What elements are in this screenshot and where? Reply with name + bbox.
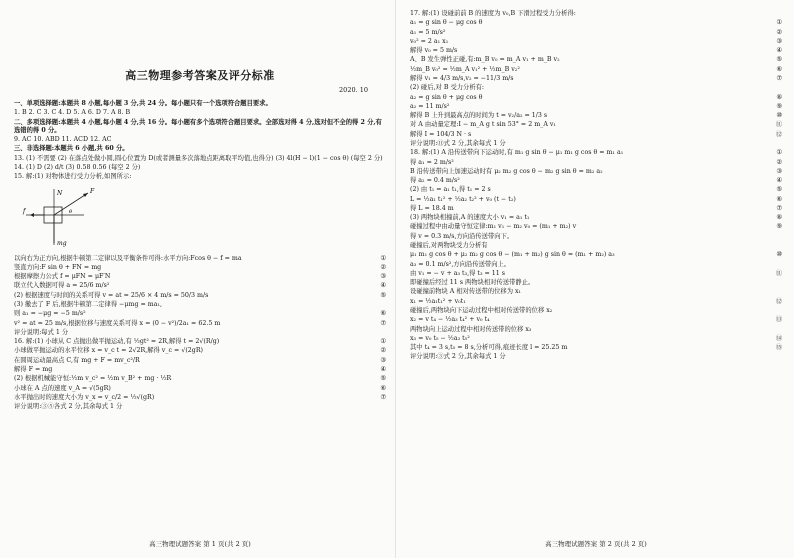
- solution-text: 解得 F = mg: [14, 366, 53, 373]
- solution-line: [14, 310, 386, 318]
- solution-line: [410, 307, 782, 315]
- equation-number: ⑧: [776, 214, 782, 222]
- solution-line: [410, 56, 782, 64]
- solution-text: 得 L = 18.4 m: [410, 204, 454, 212]
- solution-line: [14, 329, 386, 337]
- equation-number: ⑤: [776, 56, 782, 64]
- equation-number: ⑫: [775, 130, 782, 138]
- solution-text: 解得 v₁ = 4/3 m/s,v₂ = −11/3 m/s: [410, 74, 514, 82]
- solution-line: [410, 233, 782, 241]
- solution-line: [410, 279, 782, 287]
- solution-line: [410, 66, 782, 74]
- solution-line: [14, 394, 386, 402]
- solution-line: [410, 177, 782, 185]
- solution-text: 评分说明:每式 1 分: [14, 328, 69, 336]
- equation-number: ④: [380, 282, 386, 290]
- solution-text: x₂ = v t₄ − ½a₃ t₄² + v₀ t₄: [410, 316, 490, 324]
- equation-number: ⑮: [775, 344, 782, 352]
- solution-line: [410, 47, 782, 55]
- force-f-arrowhead: [83, 193, 88, 197]
- solution-text: 根据摩擦力公式 f = μFN = μF′N: [14, 273, 111, 281]
- solution-text: μ₁ m₁ g cos θ + μ₂ m₂ g cos θ − (m₁ + m₂) g sin θ = (m₁ + m₂) a₃: [410, 251, 615, 259]
- section-2-answers: 9. AC 10. ABD 11. ACD 12. AC: [14, 136, 112, 144]
- solution-text: 17. 解:(1) 设碰前前 B 的速度为 v₀,B 下滑过程受力分析得:: [410, 10, 576, 17]
- solution-text: x₃ = v₀ t₅ − ½a₃ t₅²: [410, 334, 470, 342]
- solution-line: [14, 282, 386, 290]
- equation-number: ⑥: [380, 310, 386, 318]
- equation-number: ⑩: [776, 112, 782, 120]
- solution-line: [410, 196, 782, 204]
- solution-line: [14, 338, 386, 346]
- solution-text: 则 a₁ = −μg = −5 m/s²: [14, 310, 86, 318]
- equation-number: ⑧: [776, 93, 782, 101]
- solution-line: [410, 353, 782, 361]
- solution-text: L = ½a₁ t₁² + ½a₂ t₂² + v₀ (t − t₂): [410, 195, 516, 203]
- solution-text: 碰撞后,两物块向下运动过程中相对传送带的位移 x₂: [410, 307, 553, 314]
- equation-number: ⑦: [380, 319, 386, 327]
- solution-text: 竖直方向:F sin θ + FN = mg: [14, 263, 102, 271]
- page-gutter: [395, 0, 396, 558]
- solution-line: [14, 375, 386, 383]
- label-force: F: [90, 187, 95, 195]
- solution-line: [410, 344, 782, 352]
- equation-number: ④: [776, 47, 782, 55]
- solution-line: [410, 261, 782, 269]
- question-17-solution: [410, 10, 782, 148]
- label-theta: θ: [69, 208, 73, 215]
- solution-line: [410, 19, 782, 27]
- solution-line: [410, 131, 782, 139]
- solution-text: (3) 两物块相撞前,A 的速度大小 v₁ = a₁ t₁: [410, 214, 530, 222]
- solution-text: A、B 发生弹性正碰,有:m_B v₀ = m_A v₁ + m_B v₂: [410, 56, 560, 64]
- equation-number: ⑤: [776, 186, 782, 194]
- solution-text: 解得 I = 104/3 N · s: [410, 130, 472, 138]
- solution-line: [14, 347, 386, 355]
- question-16-solution: [14, 338, 386, 411]
- solution-line: [14, 301, 386, 309]
- solution-text: 解得 v₀ = 5 m/s: [410, 47, 458, 55]
- solution-line: [410, 140, 782, 148]
- solution-line: [410, 223, 782, 231]
- equation-number: ②: [380, 347, 386, 355]
- label-mg: mg: [57, 239, 67, 247]
- equation-number: ⑪: [775, 121, 782, 129]
- solution-text: 碰撞后,对两物块受力分析有: [410, 242, 488, 250]
- solution-text: 即碰撞后经过 11 s 两物块相对传送带静止。: [410, 279, 535, 287]
- equation-number: ⑦: [776, 204, 782, 212]
- solution-text: 评分说明:③⑤各式 2 分,其余每式 1 分: [14, 403, 123, 411]
- question-13-answer: 13. (1) 不需要 (2) 在落点处做小圆,圆心位置为 D(或者测量多次落地点距离取平均值,也得分) (3) 4l(H − l)(1 − cos θ) (每空 2 分): [14, 154, 383, 162]
- question-18-solution: [410, 149, 782, 361]
- section-3-header: 三、非选择题:本题共 6 小题,共 60 分。: [14, 145, 129, 153]
- solution-text: (2) 根据机械能守恒:½m v_c² = ½m v_B² + mg · ½R: [14, 375, 172, 383]
- solution-text: 其中 t₄ = 3 s,t₅ = 8 s,分析可得,痕迹长度 l = 25.25 m: [410, 344, 568, 352]
- solution-text: v₀² = 2 a₁ x₁: [410, 37, 449, 45]
- solution-line: [410, 214, 782, 222]
- solution-line: [410, 112, 782, 120]
- equation-number: ③: [380, 356, 386, 364]
- solution-line: [410, 288, 782, 296]
- solution-line: [410, 29, 782, 37]
- solution-text: 小球做平抛运动的水平位移 x = v_c t = 2√2R,解得 v_c = √(2gR): [14, 347, 204, 355]
- solution-text: ½m_B v₀² = ½m_A v₁² + ½m_B v₂²: [410, 65, 520, 73]
- solution-text: a₁ = g sin θ − μg cos θ: [410, 19, 483, 27]
- solution-line: [410, 94, 782, 102]
- solution-text: 联立代入数据可得 a = 25/6 m/s²: [14, 282, 110, 290]
- solution-text: a₁ = 5 m/s²: [410, 28, 446, 36]
- solution-line: [14, 357, 386, 365]
- equation-number: ⑤: [380, 375, 386, 383]
- equation-number: ⑫: [775, 297, 782, 305]
- solution-line: [410, 242, 782, 250]
- solution-line: [410, 205, 782, 213]
- equation-number: ③: [380, 273, 386, 281]
- equation-number: ⑪: [775, 269, 782, 277]
- solution-text: 得 v = 0.3 m/s,方向沿传送带向下。: [410, 232, 514, 240]
- solution-text: (2) 根据速度与时间的关系可得 v = at = 25/6 × 4 m/s = 50/3 m/s: [14, 291, 209, 299]
- solution-text: 两物块向上运动过程中相对传送带的位移 x₃: [410, 325, 532, 333]
- equation-number: ⑥: [380, 384, 386, 392]
- solution-line: [410, 335, 782, 343]
- question-14-answer: 14. (1) D (2) d/t (3) 0.58 0.56 (每空 2 分): [14, 163, 141, 171]
- solution-line: [410, 103, 782, 111]
- solution-text: 得 a₁ = 2 m/s²: [410, 158, 454, 166]
- equation-number: ⑨: [776, 223, 782, 231]
- equation-number: ④: [776, 177, 782, 185]
- equation-number: ⑦: [380, 393, 386, 401]
- solution-line: [410, 326, 782, 334]
- solution-line: [14, 320, 386, 328]
- solution-line: [410, 186, 782, 194]
- solution-text: 评分说明:⑪式 2 分,其余每式 1 分: [410, 139, 506, 147]
- section-2-header: 二、多项选择题:本题共 4 小题,每小题 4 分,共 16 分。每小题有多个选项符合题目要求。全部选对得 4 分,选对但不全的得 2 分,有选错的得 0 分。: [14, 118, 382, 134]
- equation-number: ⑤: [380, 291, 386, 299]
- solution-text: 18. 解:(1) A 沿传送带向下运动时,有 m₁ g sin θ − μ₁ m₁ g cos θ = m₁ a₁: [410, 149, 624, 157]
- solution-text: 设碰撞前物块 A 相对传送带的位移为 x₁: [410, 288, 522, 296]
- equation-number: ⑭: [775, 334, 782, 342]
- equation-number: ②: [380, 263, 386, 271]
- solution-text: 由 v₁ = − v + a₃ t₃,得 t₃ = 11 s: [410, 269, 505, 277]
- equation-number: ⑬: [775, 316, 782, 324]
- equation-number: ⑥: [776, 195, 782, 203]
- equation-number: ③: [776, 37, 782, 45]
- solution-line: [410, 168, 782, 176]
- solution-line: [14, 292, 386, 300]
- equation-number: ①: [380, 338, 386, 346]
- solution-line: [410, 84, 782, 92]
- solution-text: v² = at = 25 m/s,根据位移与速度关系可得 x = (0 − v²)/2a₁ = 62.5 m: [14, 319, 221, 327]
- page-2-footer: 高三物理试题答案 第 2 页(共 2 页): [545, 539, 647, 548]
- equation-number: ⑦: [776, 74, 782, 82]
- solution-text: (2) 碰后,对 B 受力分析有:: [410, 84, 485, 92]
- solution-text: 在圆周运动最高点 C,有 mg + F = mv_c²/R: [14, 356, 140, 364]
- equation-number: ①: [776, 19, 782, 27]
- solution-text: 得 a₂ = 0.4 m/s²: [410, 177, 460, 185]
- solution-text: 对 A 由动量定理:I − m_A g t sin 53° = 2 m_A v₁: [410, 121, 556, 129]
- solution-line: [14, 403, 386, 411]
- solution-text: 小球在 A 点的速度 v_A = √(5gR): [14, 384, 111, 392]
- solution-text: 解得 B 上升到最高点的时间为 t = v₂/a₂ = 1/3 s: [410, 112, 548, 120]
- solution-text: 水平抛出时的速度大小为 v_x = v_c/2 = ½√(gR): [14, 393, 155, 401]
- page-1-footer: 高三物理试题答案 第 1 页(共 2 页): [149, 539, 251, 548]
- solution-line: [410, 121, 782, 129]
- document-title: 高三物理参考答案及评分标准: [125, 69, 275, 82]
- solution-line: [410, 38, 782, 46]
- friction-arrowhead: [30, 213, 34, 217]
- solution-text: a₃ = 0.1 m/s²,方向沿传送带向上。: [410, 260, 511, 268]
- document-date: 2020. 10: [339, 86, 368, 95]
- solution-line: [410, 298, 782, 306]
- solution-text: B 沿传送带向上加速运动时有 μ₂ m₂ g cos θ − m₂ g sin θ = m₂ a₂: [410, 167, 603, 175]
- equation-number: ②: [776, 158, 782, 166]
- label-f: f: [23, 207, 26, 215]
- solution-line: [14, 273, 386, 281]
- solution-line: [410, 75, 782, 83]
- solution-text: 评分说明:③式 2 分,其余每式 1 分: [410, 353, 506, 361]
- equation-number: ⑨: [776, 102, 782, 110]
- solution-line: [410, 159, 782, 167]
- solution-text: (3) 撤去了 F 后,根据牛顿第二定律得 −μmg = ma₁,: [14, 301, 163, 309]
- section-1-answers: 1. B 2. C 3. C 4. D 5. A 6. D 7. A 8. B: [14, 109, 131, 117]
- equation-number: ⑩: [776, 251, 782, 259]
- solution-text: a₂ = g sin θ + μg cos θ: [410, 93, 483, 101]
- solution-line: [410, 251, 782, 259]
- solution-line: [14, 366, 386, 374]
- solution-line: [14, 264, 386, 272]
- solution-text: a₂ = 11 m/s²: [410, 102, 450, 110]
- solution-text: (2) 由 t₁ = a₁ t₁,得 t₁ = 2 s: [410, 186, 491, 194]
- equation-number: ③: [776, 167, 782, 175]
- page-2: [410, 10, 782, 548]
- section-1-header: 一、单项选择题:本题共 8 小题,每小题 3 分,共 24 分。每小题只有一个选项符合题目要求。: [14, 100, 272, 108]
- label-n: N: [57, 189, 63, 197]
- force-diagram: [14, 185, 104, 249]
- equation-number: ①: [776, 149, 782, 157]
- solution-line: [410, 10, 782, 18]
- solution-line: [410, 149, 782, 157]
- equation-number: ④: [380, 366, 386, 373]
- equation-number: ②: [776, 28, 782, 36]
- solution-text: 碰撞过程中由动量守恒定律:m₁ v₁ − m₂ v₀ = (m₁ + m₂) v: [410, 223, 577, 231]
- solution-text: 16. 解:(1) 小球从 C 点抛出做平抛运动,有 ½gt² = 2R,解得 t = 2√(R/g): [14, 338, 220, 346]
- solution-line: [410, 316, 782, 324]
- solution-text: x₁ = ½a₁t₁² + v₀t₁: [410, 297, 466, 305]
- page-1: [14, 10, 386, 548]
- solution-line: [410, 270, 782, 278]
- solution-line: [14, 385, 386, 393]
- equation-number: ①: [380, 254, 386, 262]
- equation-number: ⑥: [776, 65, 782, 73]
- question-15-intro: 15. 解:(1) 对物体进行受力分析,如图所示:: [14, 173, 132, 181]
- solution-line: [14, 255, 386, 263]
- solution-text: 以向右为正方向,根据牛顿第二定律以及平衡条件可得:水平方向:Fcos θ − f = ma: [14, 254, 242, 262]
- question-15-solution: [14, 255, 386, 337]
